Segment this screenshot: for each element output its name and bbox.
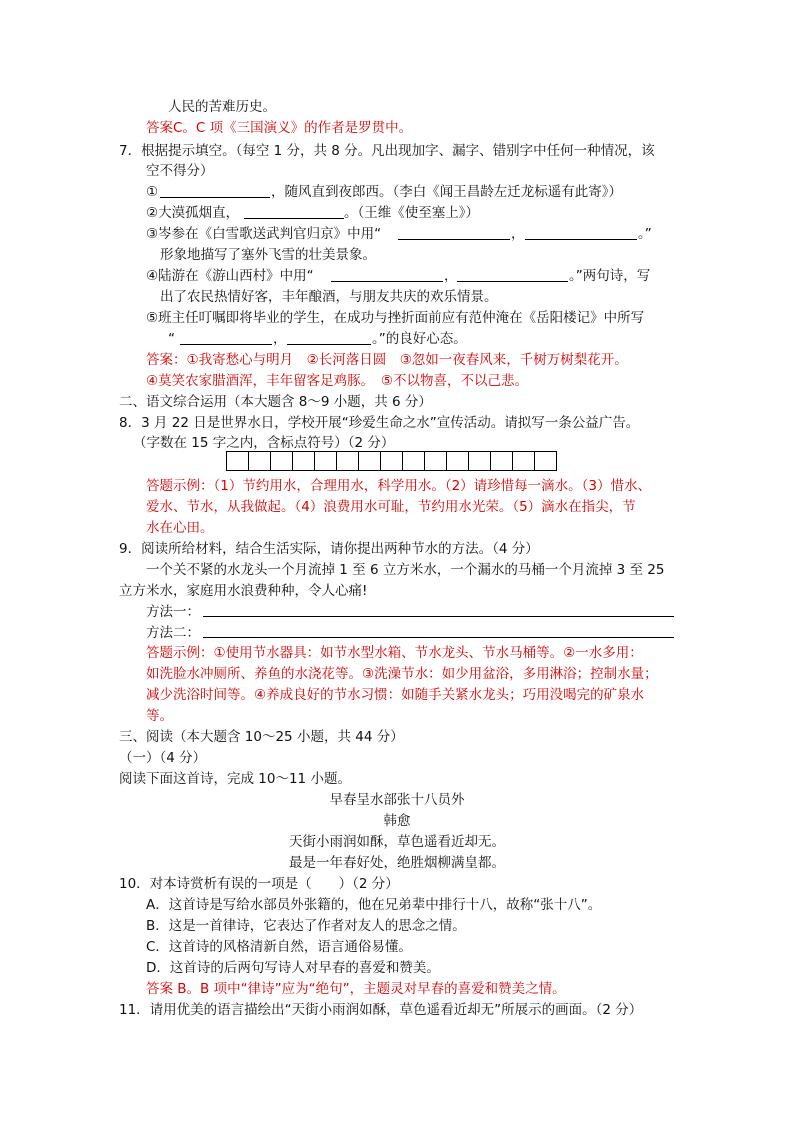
q7-item-3-cont: 形象地描写了塞外飞雪的壮美景象。 xyxy=(160,247,376,263)
blank-line xyxy=(203,616,674,617)
q7-item-2-text: ②大漠孤烟直， xyxy=(146,205,240,221)
blank-line xyxy=(180,344,272,345)
answer-line: 等。 xyxy=(146,708,173,724)
answer-line: 答案：①我寄愁心与明月 ②长河落日圆 ③忽如一夜春风来，千树万树梨花开。 xyxy=(146,352,628,368)
text-line: 人民的苦难历史。 xyxy=(168,99,276,115)
q7-item-5-end: 。”的良好心态。 xyxy=(372,331,467,347)
poem-line: 最是一年春好处，绝胜烟柳满皇都。 xyxy=(289,855,505,871)
question-10-stem: 10．对本诗赏析有误的一项是（ ）（2 分） xyxy=(119,876,399,892)
option-c: C．这首诗的风格清新自然，语言通俗易懂。 xyxy=(146,939,412,955)
reading-intro: 阅读下面这首诗，完成 10～11 小题。 xyxy=(119,771,351,787)
blank-line xyxy=(331,281,443,282)
blank-line xyxy=(525,239,637,240)
answer-line: 答案C。C 项《三国演义》的作者是罗贯中。 xyxy=(146,120,413,136)
method-two-label: 方法二： xyxy=(146,625,200,641)
q7-item-4-cont: 出了农民热情好客，丰年酿酒，与朋友共庆的欢乐情景。 xyxy=(160,289,498,305)
answer-grid xyxy=(226,451,557,471)
question-7-stem-cont: 空不得分） xyxy=(146,163,214,179)
q7-item-5-quote: “ xyxy=(168,331,175,347)
q7-item-5-comma: ， xyxy=(273,331,287,347)
q7-item-4-end: 。”两句诗，写 xyxy=(569,268,651,284)
answer-line: 答案 B。B 项中“律诗”应为“绝句”，主题灵对早春的喜爱和赞美之情。 xyxy=(146,981,566,997)
poem-title: 早春呈水部张十八员外 xyxy=(329,792,465,808)
blank-line xyxy=(203,637,674,638)
question-8-stem: 8．3 月 22 日是世界水日，学校开展“珍爱生命之水”宣传活动。请拟写一条公益广告。 xyxy=(119,415,640,431)
answer-line: 减少洗浴时间等。④养成良好的节水习惯：如随手关紧水龙头；巧用没喝完的矿泉水 xyxy=(146,687,645,703)
q7-item-3-text: ③岑参在《白雪歌送武判官归京》中用“ xyxy=(146,226,382,242)
blank-line xyxy=(160,197,270,198)
q7-item-5-text: ⑤班主任叮嘱即将毕业的学生，在成功与挫折面前应有范仲淹在《岳阳楼记》中所写 xyxy=(146,310,645,326)
q9-material-cont: 立方米水，家庭用水浪费种种，令人心痛! xyxy=(119,583,368,599)
answer-line: 爱水、节水，从我做起。（4）浪费用水可耻，节约用水光荣。（5）滴水在指尖，节 xyxy=(146,499,636,515)
answer-line: 答题示例：（1）节约用水，合理用水，科学用水。（2）请珍惜每一滴水。（3）惜水、 xyxy=(146,478,652,494)
q7-item-4-text: ④陆游在《游山西村》中用“ xyxy=(146,268,314,284)
q7-item-2-tail: 。（王维《使至塞上》） xyxy=(344,205,479,221)
blank-line xyxy=(457,281,568,282)
q7-item-3-end: 。” xyxy=(638,226,652,242)
q7-item-1-label: ① xyxy=(146,184,159,200)
section-heading: 三、阅读（本大题含 10～25 小题，共 44 分） xyxy=(119,729,404,745)
method-one-label: 方法一： xyxy=(146,604,200,620)
q7-item-3-comma: ， xyxy=(511,226,525,242)
option-a: A．这首诗是写给水部员外张籍的，他在兄弟辈中排行十八，故称“张十八”。 xyxy=(146,897,602,913)
blank-line xyxy=(398,239,510,240)
answer-line: 水在心田。 xyxy=(146,520,214,536)
blank-line xyxy=(287,344,371,345)
answer-line: 如洗脸水冲厕所、养鱼的水浇花等。③洗澡节水：如少用盆浴，多用淋浴；控制水量； xyxy=(146,666,658,682)
question-7-stem: 7．根据提示填空。（每空 1 分，共 8 分。凡出现加字、漏字、错别字中任何一种情况，该 xyxy=(119,143,655,159)
option-d: D．这首诗的后两句写诗人对早春的喜爱和赞美。 xyxy=(146,960,440,976)
blank-line xyxy=(244,218,344,219)
answer-line: 答题示例：①使用节水器具：如节水型水箱、节水龙头、节水马桶等。②一水多用： xyxy=(146,645,643,661)
poem-author: 韩愈 xyxy=(383,813,411,829)
poem-line: 天街小雨润如酥，草色遥看近却无。 xyxy=(289,834,505,850)
q7-item-1-text: ，随风直到夜郎西。（李白《闻王昌龄左迁龙标遥有此寄》） xyxy=(271,184,622,200)
section-heading: 二、语文综合运用（本大题含 8～9 小题，共 6 分） xyxy=(119,394,432,410)
q9-material: 一个关不紧的水龙头一个月流掉 1 至 6 立方米水，一个漏水的马桶一个月流掉 3 至 25 xyxy=(146,562,665,578)
answer-line: ④莫笑农家腊酒浑，丰年留客足鸡豚。 ⑤不以物喜，不以己悲。 xyxy=(146,373,528,389)
q7-item-4-comma: ， xyxy=(444,268,458,284)
question-9-stem: 9．阅读所给材料，结合生活实际，请你提出两种节水的方法。（4 分） xyxy=(119,541,539,557)
question-8-stem-cont: （字数在 15 字之内，含标点符号）（2 分） xyxy=(133,435,395,451)
question-11-stem: 11．请用优美的语言描绘出“天街小雨润如酥，草色遥看近却无”所展示的画面。（2 分） xyxy=(119,1002,643,1018)
subsection-heading: （一）（4 分） xyxy=(119,750,207,766)
option-b: B．这是一首律诗，它表达了作者对友人的思念之情。 xyxy=(146,918,466,934)
